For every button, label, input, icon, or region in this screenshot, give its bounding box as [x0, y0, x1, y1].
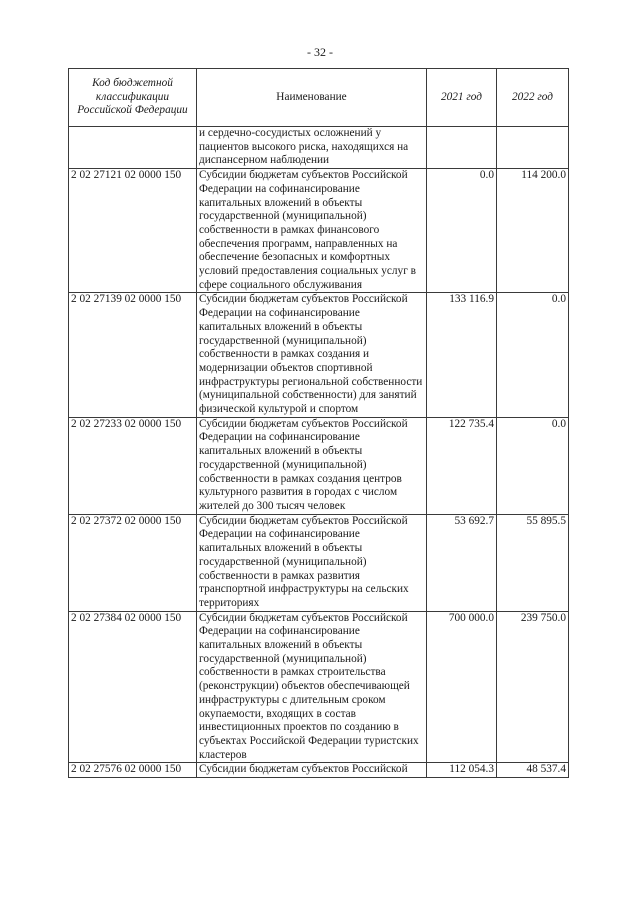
- row-code: 2 02 27384 02 0000 150: [69, 611, 197, 763]
- row-name: Субсидии бюджетам субъектов Российской Федерации на софинансирование капитальных вложений в объекты государственной (муниципальной) собственности в рамках строительства (реконструкции) объектов обеспечивающей инфраструктуры с длительным сроком окупаемости, входящих в состав инвестиционных проектов по созданию в субъектах Российской Федерации туристских кластеров: [197, 611, 427, 763]
- header-year-2022: 2022 год: [497, 69, 569, 127]
- row-value-2022: 55 895.5: [497, 514, 569, 611]
- row-value-2021: [427, 127, 497, 169]
- header-name: Наименование: [197, 69, 427, 127]
- row-name: Субсидии бюджетам субъектов Российской Федерации на софинансирование капитальных вложений в объекты государственной (муниципальной) собственности в рамках развития транспортной инфраструктуры на сельских территориях: [197, 514, 427, 611]
- table-row: [69, 763, 569, 778]
- row-code: 2 02 27576 02 0000 150: [69, 763, 197, 778]
- row-value-2022: 48 537.4: [497, 763, 569, 778]
- row-value-2021: 122 735.4: [427, 417, 497, 514]
- row-value-2022: 239 750.0: [497, 611, 569, 763]
- row-value-2021: 133 116.9: [427, 293, 497, 417]
- row-name: Субсидии бюджетам субъектов Российской Федерации на софинансирование капитальных вложений в объекты государственной (муниципальной) собственности в рамках создания и модернизации объектов спортивной инфраструктуры региональной собственности (муниципальной собственности) для занятий физической культурой и спортом: [197, 293, 427, 417]
- row-value-2022: 0.0: [497, 417, 569, 514]
- row-value-2022: 0.0: [497, 293, 569, 417]
- page-number: - 32 -: [307, 45, 333, 59]
- header-code: Код бюджетной классификации Российской Федерации: [69, 69, 197, 127]
- table-row: [69, 611, 569, 763]
- row-value-2021: 53 692.7: [427, 514, 497, 611]
- row-name: и сердечно-сосудистых осложнений у пациентов высокого риска, находящихся на диспансерном наблюдении: [197, 127, 427, 169]
- table-header-row: [69, 69, 569, 127]
- header-year-2021: 2021 год: [427, 69, 497, 127]
- table-row: [69, 293, 569, 417]
- row-name: [197, 763, 427, 778]
- row-value-2022: [497, 127, 569, 169]
- row-name: Субсидии бюджетам субъектов Российской Федерации на софинансирование капитальных вложений в объекты государственной (муниципальной) собственности в рамках финансового обеспечения программ, направленных на обеспечение безопасных и комфортных условий предоставления социальных услуг в сфере социального обслуживания: [197, 169, 427, 293]
- table-row: [69, 417, 569, 514]
- table-row: [69, 127, 569, 169]
- row-name: Субсидии бюджетам субъектов Российской Федерации на софинансирование капитальных вложений в объекты государственной (муниципальной) собственности в рамках создания центров культурного развития в городах с числом жителей до 300 тысяч человек: [197, 417, 427, 514]
- row-code: 2 02 27121 02 0000 150: [69, 169, 197, 293]
- table-row: [69, 169, 569, 293]
- row-value-2021: 0.0: [427, 169, 497, 293]
- budget-table: [68, 68, 569, 778]
- row-code: [69, 127, 197, 169]
- table-row: [69, 514, 569, 611]
- row-code: 2 02 27372 02 0000 150: [69, 514, 197, 611]
- row-value-2021: 700 000.0: [427, 611, 497, 763]
- row-value-2022: 114 200.0: [497, 169, 569, 293]
- row-code: 2 02 27139 02 0000 150: [69, 293, 197, 417]
- row-code: 2 02 27233 02 0000 150: [69, 417, 197, 514]
- row-value-2021: 112 054.3: [427, 763, 497, 778]
- row-name-text: Субсидии бюджетам субъектов Российской: [199, 763, 408, 776]
